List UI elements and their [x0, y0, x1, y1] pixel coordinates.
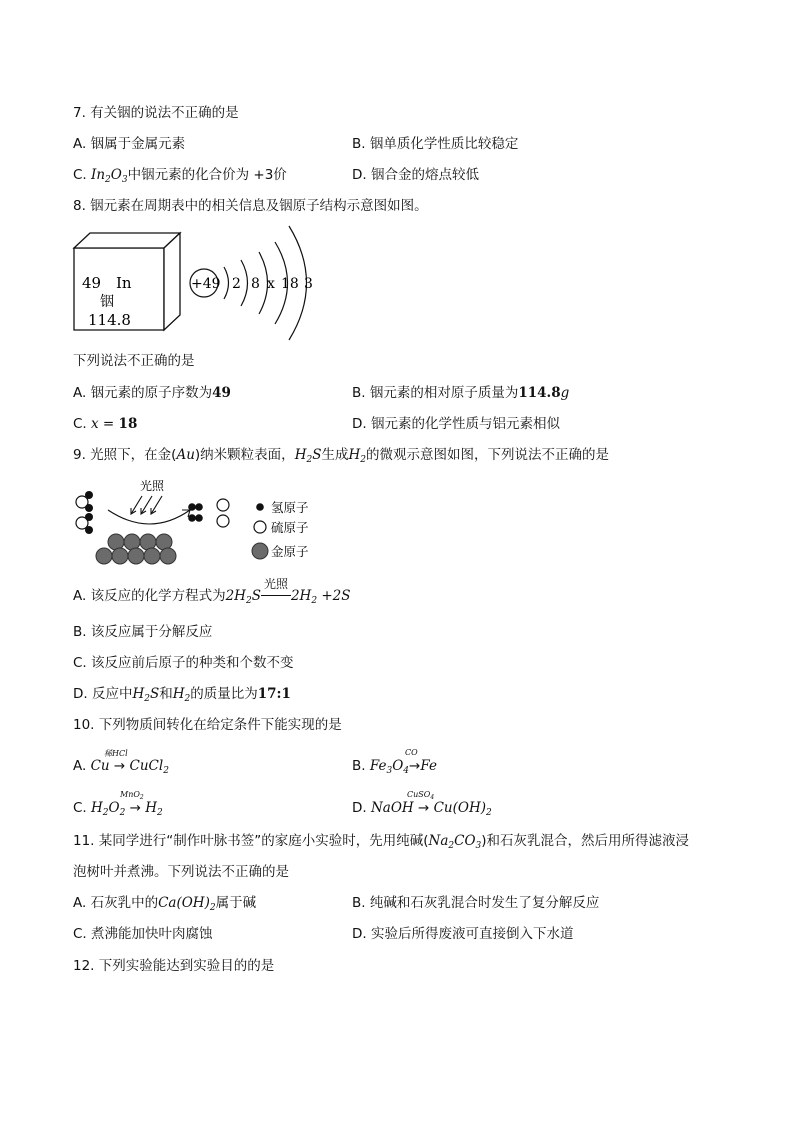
- shell-5-electrons: 3: [304, 276, 313, 292]
- q11-option-c: C. 煮沸能加快叶肉腐蚀: [73, 926, 213, 942]
- q11-option-a: A. 石灰乳中的$Ca(OH)_2$属于碱: [73, 895, 257, 913]
- q8-option-b: B. 铟元素的相对原子质量为114.8g: [352, 385, 570, 401]
- shell-2-electrons: 8: [251, 276, 260, 292]
- q10-b-condition: CO: [405, 748, 418, 757]
- q8-option-d: D. 铟元素的化学性质与铝元素相似: [352, 416, 560, 432]
- q8-option-c: C. x = 18: [73, 416, 138, 432]
- legend: [252, 500, 309, 559]
- hydrogen-legend-icon: [256, 503, 264, 511]
- q10-stem: 10. 下列物质间转化在给定条件下能实现的是: [73, 717, 342, 733]
- legend-hydrogen: 氢原子: [271, 500, 309, 515]
- q7-stem: 7. 有关铟的说法不正确的是: [73, 105, 239, 121]
- legend-gold: 金原子: [271, 544, 309, 559]
- sulfur-legend-icon: [254, 521, 266, 533]
- products: [188, 499, 229, 527]
- q10-c-condition: MnO$_2$: [120, 790, 144, 801]
- element-symbol: In: [116, 274, 132, 292]
- shell-4-electrons: 18: [281, 276, 299, 292]
- q10-option-c: C. $H_2O_2 \to H_2$: [73, 800, 163, 818]
- indium-diagram: [70, 222, 330, 346]
- shell-3-electrons: x: [267, 276, 275, 292]
- atomic-number: 49: [82, 274, 102, 292]
- q7-option-a: A. 铟属于金属元素: [73, 136, 186, 152]
- element-name: 铟: [100, 294, 114, 310]
- q9-option-a: A. 该反应的化学方程式为$2H_2S$ 光照 $2H_2 +2S$: [73, 577, 351, 606]
- q9-option-b: B. 该反应属于分解反应: [73, 624, 213, 640]
- h2s-molecules: [76, 491, 93, 534]
- q10-d-condition: CuSO$_4$: [407, 790, 435, 801]
- periodic-cell: [74, 233, 180, 330]
- q9-option-c: C. 该反应前后原子的种类和个数不变: [73, 655, 294, 671]
- atom-structure: [190, 226, 313, 340]
- nucleus-charge: +49: [191, 276, 221, 292]
- q11-stem-line2: 泡树叶并煮沸。下列说法不正确的是: [73, 864, 289, 880]
- q11-stem-line1: 11. 某同学进行“制作叶脉书签”的家庭小实验时，先用纯碱$(Na_2CO_3)$和石灰乳混合，然后用所得滤液浸: [73, 833, 690, 851]
- q7-option-d: D. 铟合金的熔点较低: [352, 167, 479, 183]
- light-label: 光照: [140, 479, 165, 493]
- q7-option-b: B. 铟单质化学性质比较稳定: [352, 136, 519, 152]
- gold-legend-icon: [252, 543, 268, 559]
- q9-option-d: D. 反应中$H_2S$和$H_2$的质量比为17:1: [73, 686, 291, 704]
- q11-option-d: D. 实验后所得废液可直接倒入下水道: [352, 926, 574, 942]
- q12-stem: 12. 下列实验能达到实验目的的是: [73, 958, 275, 974]
- light-arrows: [108, 496, 190, 524]
- q9-stem: 9. 光照下，在金(Au)纳米颗粒表面，$H_2S$生成$H_2$的微观示意图如图，下列说法不正确的是: [73, 447, 609, 465]
- shell-1-electrons: 2: [232, 276, 241, 292]
- q10-a-condition: 稀HCl: [104, 749, 128, 758]
- gold-particles: [96, 534, 176, 564]
- reaction-condition: 光照: [263, 577, 288, 591]
- q8-prompt: 下列说法不正确的是: [73, 353, 195, 369]
- q8-option-a: A. 铟元素的原子序数为49: [73, 385, 231, 401]
- atomic-mass: 114.8: [88, 311, 131, 329]
- q10-option-b: B. $Fe_3O_4\to Fe$: [352, 758, 437, 776]
- q7-option-c: C. $In_2O_3$中铟元素的化合价为 +3价: [73, 167, 287, 185]
- q10-option-d: D. NaOH → $Cu(OH)_2$: [352, 800, 492, 818]
- q11-option-b: B. 纯碱和石灰乳混合时发生了复分解反应: [352, 895, 600, 911]
- q10-option-a: A. Cu → CuCl$_2$: [73, 758, 169, 776]
- reaction-diagram: [68, 474, 328, 570]
- q8-stem: 8. 铟元素在周期表中的相关信息及铟原子结构示意图如图。: [73, 198, 428, 214]
- legend-sulfur: 硫原子: [271, 520, 309, 535]
